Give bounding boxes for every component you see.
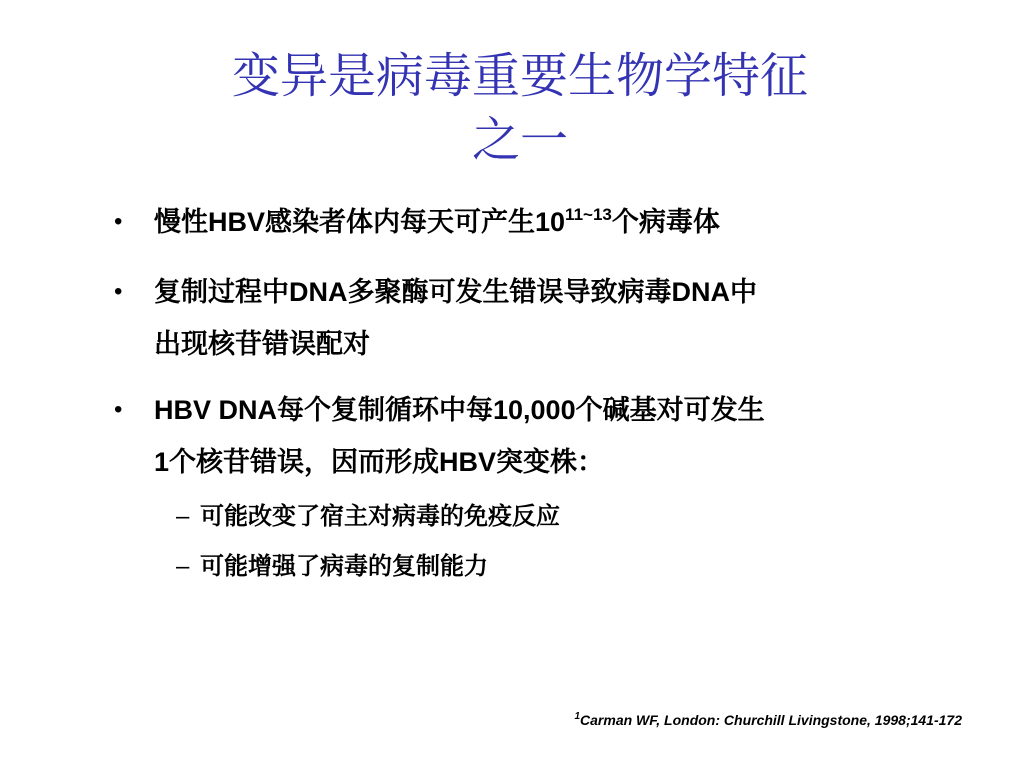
dash-icon: –	[176, 503, 190, 530]
sub-bullet-item-1	[108, 492, 938, 542]
footnote-citation	[574, 712, 962, 728]
title-line-2: 之一	[471, 112, 568, 168]
sub-bullet-item-2	[108, 542, 938, 592]
bullet-dot-icon: •	[114, 278, 123, 305]
footnote-superscript: 1	[574, 711, 581, 722]
bullet-text-post: 个病毒体	[611, 207, 720, 237]
bullet-text-pre: 慢性HBV感染者体内每天可产生10	[154, 207, 566, 237]
sub-bullet-text: 可能改变了宿主对病毒的免疫反应	[200, 503, 560, 530]
bullet-text-line-1: 复制过程中DNA多聚酶可发生错误导致病毒DNA中	[154, 277, 757, 307]
title-line-1: 变异是病毒重要生物学特征	[231, 48, 808, 104]
sub-bullet-text: 可能增强了病毒的复制能力	[200, 553, 488, 580]
bullet-item-2	[108, 266, 938, 370]
footnote-text: Carman WF, London: Churchill Livingstone, 1998;141-172	[580, 712, 962, 728]
bullet-text-line-1: HBV DNA每个复制循环中每10,000个碱基对可发生	[154, 395, 765, 425]
bullet-text-line-2: 1个核苷错误，因而形成HBV突变株：	[154, 447, 605, 477]
bullet-superscript: 11~13	[565, 205, 612, 224]
slide-title	[130, 44, 910, 172]
bullet-text-line-2: 出现核苷错误配对	[154, 329, 370, 359]
bullet-item-3	[108, 384, 938, 488]
dash-icon: –	[176, 553, 190, 580]
bullet-dot-icon: •	[114, 396, 123, 423]
bullet-dot-icon: •	[114, 208, 123, 235]
bullet-item-1	[108, 196, 938, 248]
bullet-list	[108, 196, 938, 592]
